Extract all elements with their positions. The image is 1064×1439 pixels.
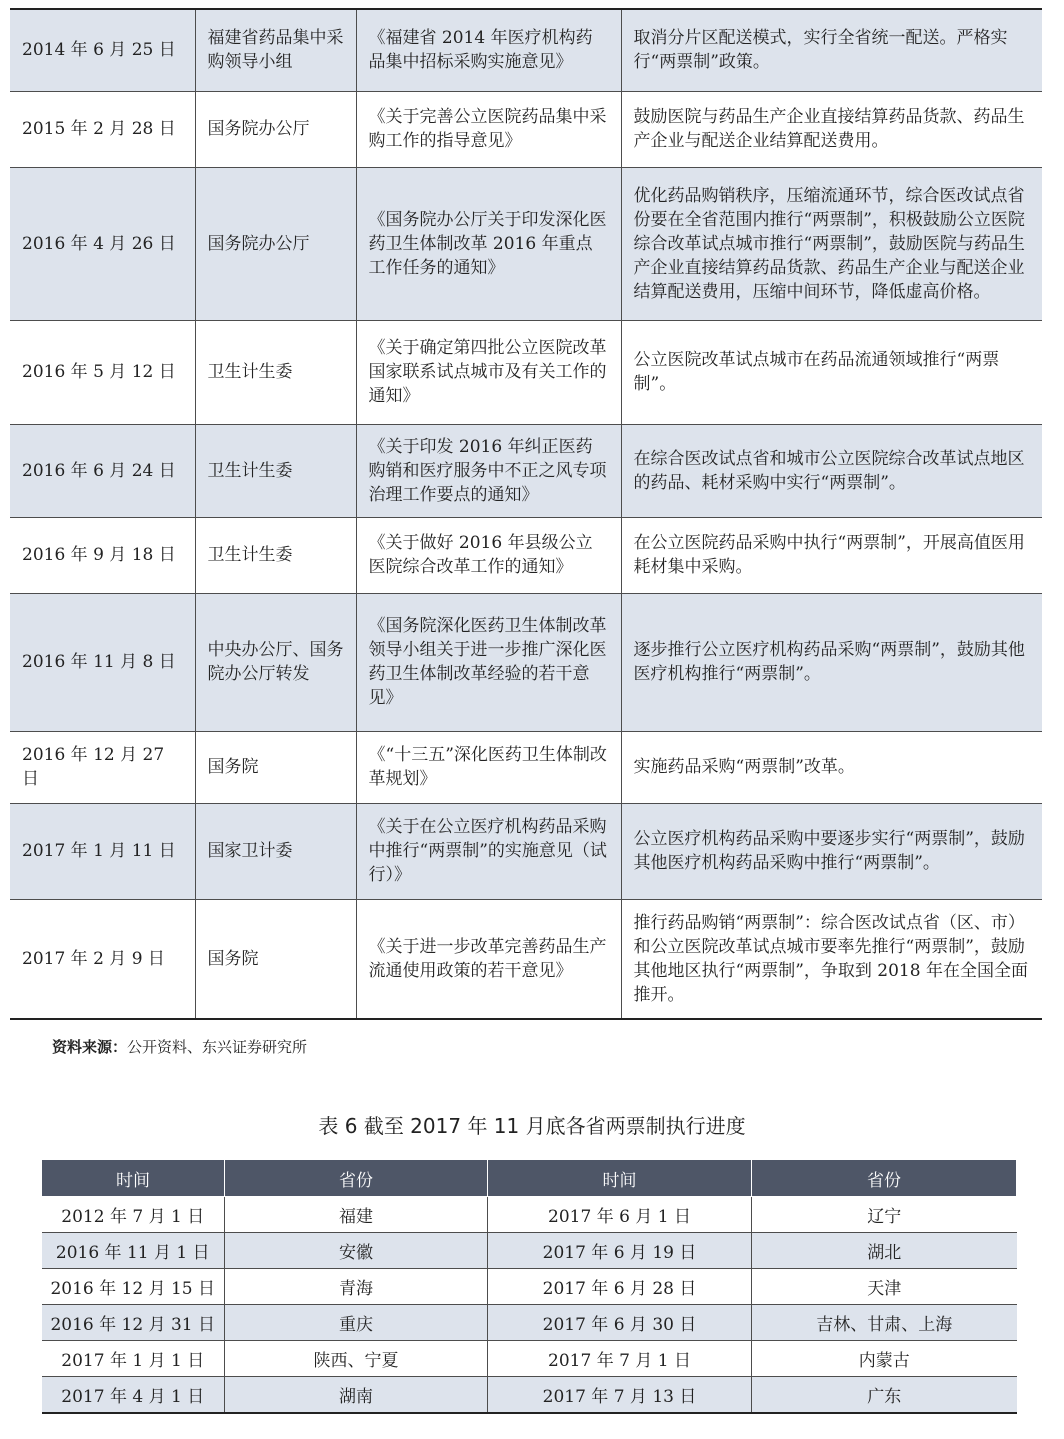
document-cell: 《国务院办公厅关于印发深化医药卫生体制改革 2016 年重点工作任务的通知》 xyxy=(356,167,621,320)
table-row xyxy=(42,1197,1017,1233)
date-cell: 2017 年 7 月 1 日 xyxy=(488,1341,752,1377)
date-cell: 2014 年 6 月 25 日 xyxy=(10,9,195,91)
province-cell: 湖北 xyxy=(752,1233,1017,1269)
issuer-cell: 卫生计生委 xyxy=(195,517,356,593)
issuer-cell: 国务院 xyxy=(195,731,356,803)
issuer-cell: 中央办公厅、国务院办公厅转发 xyxy=(195,593,356,731)
content-cell: 在公立医院药品采购中执行“两票制”，开展高值医用耗材集中采购。 xyxy=(621,517,1042,593)
issuer-cell: 福建省药品集中采购领导小组 xyxy=(195,9,356,91)
content-cell: 在综合医改试点省和城市公立医院综合改革试点地区的药品、耗材采购中实行“两票制”。 xyxy=(621,424,1042,517)
column-header: 时间 xyxy=(42,1160,225,1197)
issuer-cell: 卫生计生委 xyxy=(195,424,356,517)
document-cell: 《关于印发 2016 年纠正医药购销和医疗服务中不正之风专项治理工作要点的通知》 xyxy=(356,424,621,517)
document-cell: 《关于确定第四批公立医院改革国家联系试点城市及有关工作的通知》 xyxy=(356,320,621,424)
province-cell: 吉林、甘肃、上海 xyxy=(752,1305,1017,1341)
province-cell: 辽宁 xyxy=(752,1197,1017,1233)
table-row xyxy=(42,1269,1017,1305)
table-row xyxy=(10,9,1042,91)
province-cell: 陕西、宁夏 xyxy=(225,1341,488,1377)
source-note xyxy=(52,1036,307,1057)
date-cell: 2015 年 2 月 28 日 xyxy=(10,91,195,167)
table-row xyxy=(10,593,1042,731)
date-cell: 2016 年 12 月 31 日 xyxy=(42,1305,225,1341)
date-cell: 2016 年 12 月 15 日 xyxy=(42,1269,225,1305)
policy-table xyxy=(10,8,1042,1020)
date-cell: 2017 年 1 月 11 日 xyxy=(10,803,195,899)
date-cell: 2016 年 6 月 24 日 xyxy=(10,424,195,517)
table-row xyxy=(10,167,1042,320)
content-cell: 实施药品采购“两票制”改革。 xyxy=(621,731,1042,803)
content-cell: 推行药品购销“两票制”：综合医改试点省（区、市）和公立医院改革试点城市要率先推行“两票制”，鼓励其他地区执行“两票制”，争取到 2018 年在全国全面推开。 xyxy=(621,899,1042,1019)
date-cell: 2016 年 12 月 27 日 xyxy=(10,731,195,803)
province-cell: 重庆 xyxy=(225,1305,488,1341)
content-cell: 鼓励医院与药品生产企业直接结算药品货款、药品生产企业与配送企业结算配送费用。 xyxy=(621,91,1042,167)
date-cell: 2017 年 4 月 1 日 xyxy=(42,1377,225,1414)
province-cell: 青海 xyxy=(225,1269,488,1305)
date-cell: 2017 年 1 月 1 日 xyxy=(42,1341,225,1377)
province-cell: 安徽 xyxy=(225,1233,488,1269)
issuer-cell: 国家卫计委 xyxy=(195,803,356,899)
content-cell: 优化药品购销秩序，压缩流通环节，综合医改试点省份要在全省范围内推行“两票制”，积极鼓励公立医院综合改革试点城市推行“两票制”，鼓励医院与药品生产企业直接结算药品货款、药品生产企业与配送企业结算配送费用，压缩中间环节，降低虚高价格。 xyxy=(621,167,1042,320)
date-cell: 2017 年 6 月 30 日 xyxy=(488,1305,752,1341)
table-row xyxy=(10,320,1042,424)
issuer-cell: 国务院办公厅 xyxy=(195,167,356,320)
date-cell: 2016 年 5 月 12 日 xyxy=(10,320,195,424)
province-cell: 内蒙古 xyxy=(752,1341,1017,1377)
column-header: 时间 xyxy=(488,1160,752,1197)
date-cell: 2017 年 7 月 13 日 xyxy=(488,1377,752,1414)
table-row xyxy=(10,803,1042,899)
document-cell: 《关于做好 2016 年县级公立医院综合改革工作的通知》 xyxy=(356,517,621,593)
content-cell: 公立医疗机构药品采购中要逐步实行“两票制”，鼓励其他医疗机构药品采购中推行“两票制”。 xyxy=(621,803,1042,899)
table-row xyxy=(10,424,1042,517)
document-cell: 《关于完善公立医院药品集中采购工作的指导意见》 xyxy=(356,91,621,167)
issuer-cell: 国务院办公厅 xyxy=(195,91,356,167)
province-table xyxy=(41,1160,1017,1414)
table-title: 表 6 截至 2017 年 11 月底各省两票制执行进度 xyxy=(318,1114,746,1138)
issuer-cell: 国务院 xyxy=(195,899,356,1019)
date-cell: 2017 年 6 月 19 日 xyxy=(488,1233,752,1269)
date-cell: 2017 年 6 月 28 日 xyxy=(488,1269,752,1305)
table-row xyxy=(42,1305,1017,1341)
document-cell: 《国务院深化医药卫生体制改革领导小组关于进一步推广深化医药卫生体制改革经验的若干意见》 xyxy=(356,593,621,731)
date-cell: 2017 年 2 月 9 日 xyxy=(10,899,195,1019)
date-cell: 2017 年 6 月 1 日 xyxy=(488,1197,752,1233)
document-cell: 《福建省 2014 年医疗机构药品集中招标采购实施意见》 xyxy=(356,9,621,91)
table-row xyxy=(42,1377,1017,1414)
document-cell: 《“十三五”深化医药卫生体制改革规划》 xyxy=(356,731,621,803)
issuer-cell: 卫生计生委 xyxy=(195,320,356,424)
date-cell: 2016 年 4 月 26 日 xyxy=(10,167,195,320)
date-cell: 2016 年 11 月 1 日 xyxy=(42,1233,225,1269)
content-cell: 逐步推行公立医疗机构药品采购“两票制”，鼓励其他医疗机构推行“两票制”。 xyxy=(621,593,1042,731)
table-row xyxy=(42,1233,1017,1269)
source-text: 公开资料、东兴证券研究所 xyxy=(127,1038,308,1056)
table-row xyxy=(10,517,1042,593)
source-label: 资料来源： xyxy=(52,1038,128,1056)
document-cell: 《关于进一步改革完善药品生产流通使用政策的若干意见》 xyxy=(356,899,621,1019)
content-cell: 取消分片区配送模式，实行全省统一配送。严格实行“两票制”政策。 xyxy=(621,9,1042,91)
table-row xyxy=(10,899,1042,1019)
province-cell: 广东 xyxy=(752,1377,1017,1414)
document-cell: 《关于在公立医疗机构药品采购中推行“两票制”的实施意见（试行）》 xyxy=(356,803,621,899)
date-cell: 2016 年 9 月 18 日 xyxy=(10,517,195,593)
table-row xyxy=(42,1341,1017,1377)
column-header: 省份 xyxy=(225,1160,488,1197)
content-cell: 公立医院改革试点城市在药品流通领域推行“两票制”。 xyxy=(621,320,1042,424)
column-header: 省份 xyxy=(752,1160,1017,1197)
header-row xyxy=(42,1160,1017,1197)
date-cell: 2016 年 11 月 8 日 xyxy=(10,593,195,731)
province-cell: 天津 xyxy=(752,1269,1017,1305)
province-cell: 福建 xyxy=(225,1197,488,1233)
province-cell: 湖南 xyxy=(225,1377,488,1414)
table-row xyxy=(10,731,1042,803)
date-cell: 2012 年 7 月 1 日 xyxy=(42,1197,225,1233)
table-row xyxy=(10,91,1042,167)
